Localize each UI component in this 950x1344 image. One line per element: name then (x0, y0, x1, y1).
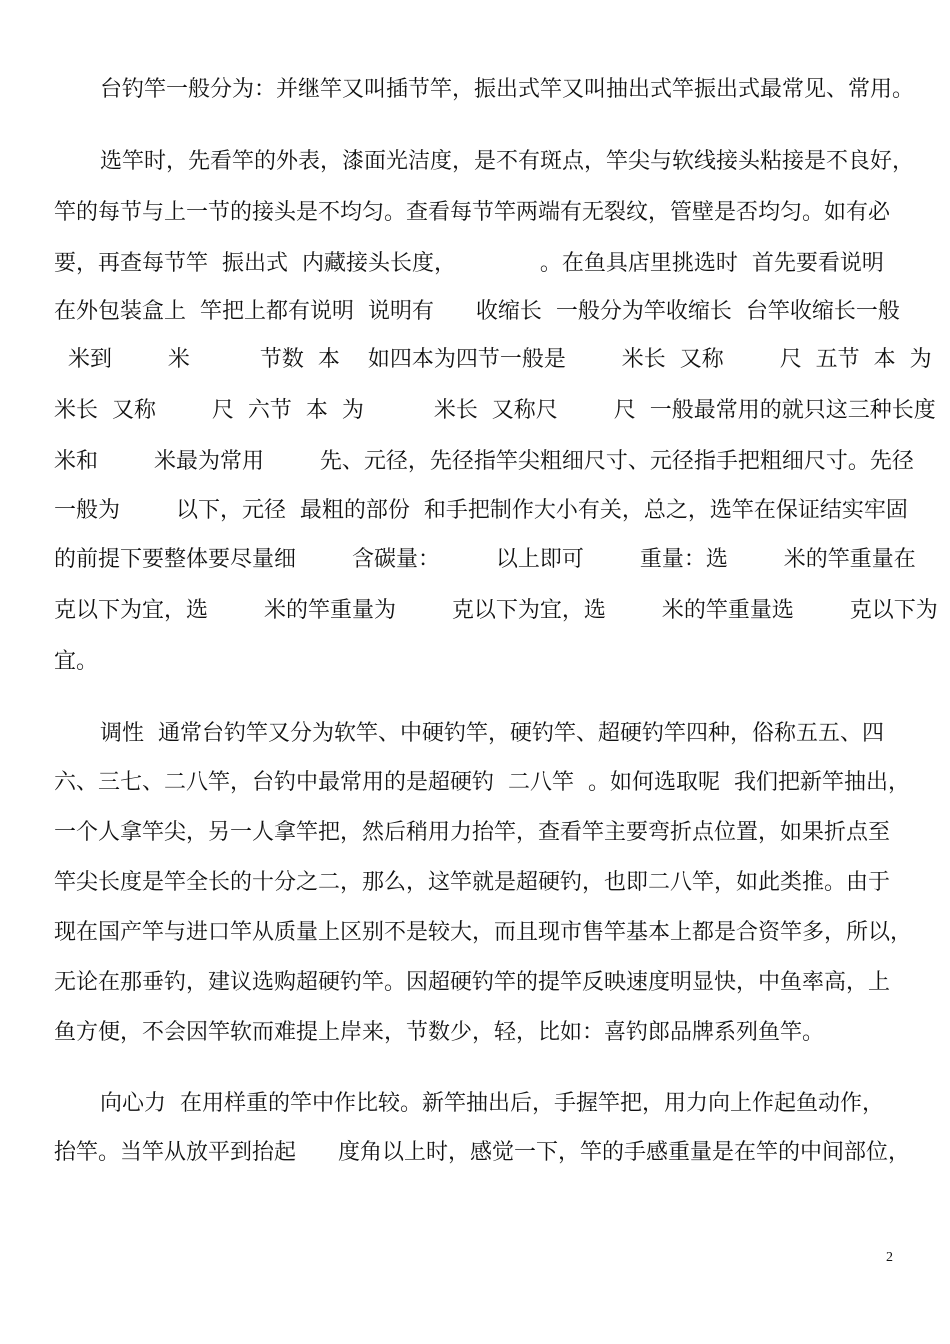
paragraph-3-line-2: 六、三七、二八竿，台钓中最常用的是超硬钓 二八竿 。如何选取呢 我们把新竿抽出， (54, 770, 910, 795)
paragraph-2-line-8: 一般为 以下，元径 最粗的部份 和手把制作大小有关，总之，选竿在保证结实牢固 (54, 498, 908, 523)
paragraph-3-line-7: 鱼方便，不会因竿软而难提上岸来，节数少，轻，比如：喜钓郎品牌系列鱼竿。 (54, 1020, 825, 1045)
paragraph-1-line-1: 台钓竿一般分为：并继竿又叫插节竿，振出式竿又叫抽出式竿振出式最常见、常用。 (100, 77, 915, 102)
paragraph-4-line-2: 抬竿。当竿从放平到抬起 度角以上时，感觉一下，竿的手感重量是在竿的中间部位， (54, 1140, 910, 1165)
paragraph-2-line-7: 米和 米最为常用 先、元径，先径指竿尖粗细尺寸、元径指手把粗细尺寸。先径 (54, 449, 914, 474)
paragraph-2-line-1: 选竿时，先看竿的外表，漆面光洁度，是不有斑点，竿尖与软线接头粘接是不良好， (100, 149, 915, 174)
paragraph-3-line-3: 一个人拿竿尖，另一人拿竿把，然后稍用力抬竿，查看竿主要弯折点位置，如果折点至 (54, 820, 891, 845)
paragraph-4-line-1: 向心力 在用样重的竿中作比较。新竿抽出后，手握竿把，用力向上作起鱼动作， (100, 1091, 884, 1116)
paragraph-3-line-1: 调性 通常台钓竿又分为软竿、中硬钓竿，硬钓竿、超硬钓竿四种，俗称五五、四 (100, 721, 884, 746)
paragraph-2-line-2: 竿的每节与上一节的接头是不均匀。查看每节竿两端有无裂纹，管壁是否均匀。如有必 (54, 200, 891, 225)
page-number: 2 (886, 1250, 893, 1265)
paragraph-3-line-5: 现在国产竿与进口竿从质量上区别不是较大，而且现市售竿基本上都是合资竿多，所以， (54, 920, 913, 945)
paragraph-2-line-3: 要，再查每节竿 振出式 内藏接头长度， 。在鱼具店里挑选时 首先要看说明 (54, 251, 884, 276)
paragraph-2-line-5: 米到 米 节数 本 如四本为四节一般是 米长 又称 尺 五节 本 为 (54, 347, 932, 372)
paragraph-2-line-4: 在外包装盒上 竿把上都有说明 说明有 收缩长 一般分为竿收缩长 台竿收缩长一般 (54, 299, 900, 324)
paragraph-3-line-6: 无论在那垂钓，建议选购超硬钓竿。因超硬钓竿的提竿反映速度明显快，中鱼率高，上 (54, 970, 891, 995)
paragraph-2-line-9: 的前提下要整体要尽量细 含碳量： 以上即可 重量：选 米的竿重量在 (54, 547, 916, 572)
paragraph-2-line-10: 克以下为宜，选 米的竿重量为 克以下为宜，选 米的竿重量选 克以下为 (54, 598, 938, 623)
paragraph-2-line-6: 米长 又称 尺 六节 本 为 米长 又称尺 尺 一般最常用的就只这三种长度 (54, 398, 936, 423)
paragraph-2-line-11: 宜。 (54, 649, 99, 674)
paragraph-3-line-4: 竿尖长度是竿全长的十分之二，那么，这竿就是超硬钓，也即二八竿，如此类推。由于 (54, 870, 891, 895)
